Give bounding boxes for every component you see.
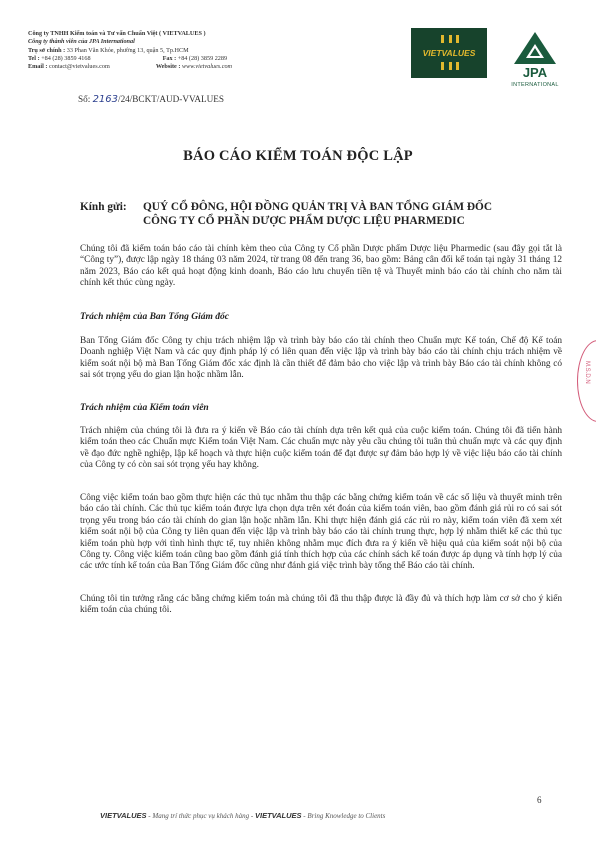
vietvalues-logo [411, 28, 487, 78]
auditor-paragraph-3: Chúng tôi tin tưởng rằng các bằng chứng kiểm toán mà chúng tôi đã thu thập được là đầy đủ và thích hợp làm cơ sở cho ý kiến kiểm toán của chúng tôi. [80, 594, 562, 616]
company-header [28, 30, 232, 71]
footer-slogan-en: Bring Knowledge to Clients [307, 812, 386, 820]
report-title: BÁO CÁO KIỂM TOÁN ĐỘC LẬP [183, 148, 413, 164]
auditor-paragraph-1: Trách nhiệm của chúng tôi là đưa ra ý kiến về Báo cáo tài chính dựa trên kết quả của cuộc kiểm toán. Chúng tôi đã tiến hành kiểm toán theo các Chuẩn mực Kiểm toán Việt Nam. Các chuẩn mực này yêu cầu chúng tôi tuân thủ chuẩn mực và các quy định về đạo đức nghề nghiệp, lập kế hoạch và thực hiện cuộc kiểm toán để đạt được sự đảm bảo hợp lý về việc liệu báo cáo tài chính của Công ty có còn sai sót trọng yếu hay không. [80, 426, 562, 471]
jpa-logo-subtext: INTERNATIONAL [511, 82, 559, 88]
company-stamp: M.S.D.N [577, 340, 596, 422]
company-address: Trụ sở chính : 33 Phan Văn Khỏe, phường 13, quận 5, Tp.HCM [28, 46, 189, 54]
management-paragraph: Ban Tổng Giám đốc Công ty chịu trách nhiệm lập và trình bày báo cáo tài chính theo Chuẩn mực Kế toán, Chế độ Kế toán Doanh nghiệp Việt Nam và các quy định pháp lý có liên quan đến việc lập và trình bày báo cáo tài chính chịu trách nhiệm về kiểm soát nội bộ mà Ban Tổng Giám đốc xác định là cần thiết để đảm bảo cho việc lập và trình bày Báo cáo tài chính không có sai sót trọng yếu do gian lận hoặc nhầm lẫn. [80, 336, 562, 381]
auditor-paragraph-2: Công việc kiểm toán bao gồm thực hiện các thủ tục nhằm thu thập các bằng chứng kiểm toán về các số liệu và thuyết minh trên báo cáo tài chính. Các thủ tục kiểm toán được lựa chọn dựa trên xét đoán của kiểm toán viên, bao gồm đánh giá rủi ro có sai sót trọng yếu trong báo cáo tài chính do gian lận hoặc nhầm lẫn. Khi thực hiện đánh giá các rủi ro này, kiểm toán viên đã xem xét kiểm soát nội bộ của Công ty liên quan đến việc lập và trình bày báo cáo tài chính trung thực, hợp lý nhằm thiết kế các thủ tục kiểm toán phù hợp với tình hình thực tế, tuy nhiên không nhằm mục đích đưa ra ý kiến về hiệu quả của kiểm soát nội bộ của Công ty. Công việc kiểm toán cũng bao gồm đánh giá tính thích hợp của các chính sách kế toán được áp dụng và tính hợp lý của các ước tính kế toán của Ban Tổng Giám đốc cũng như đánh giá việc trình bày tổng thể Báo cáo tài chính. [80, 493, 562, 572]
addressee-line2: CÔNG TY CỔ PHẦN DƯỢC PHẨM DƯỢC LIỆU PHARMEDIC [143, 215, 465, 227]
footer-brand-2: VIETVALUES [254, 811, 302, 820]
footer-slogan-vi: Mang trí thức phục vụ khách hàng [152, 812, 250, 820]
company-member: Công ty thành viên của JPA International [28, 38, 135, 46]
footer-brand-1: VIETVALUES [100, 811, 147, 820]
company-name: Công ty TNHH Kiểm toán và Tư vấn Chuẩn Việt ( VIETVALUES ) [28, 30, 206, 37]
jpa-triangle-icon [500, 30, 570, 64]
jpa-logo-text: JPA [522, 65, 548, 80]
addressee-label: Kính gửi: [80, 201, 127, 213]
reference-number: Số: 2163/24/BCKT/AUD-VVALUES [78, 94, 225, 105]
footer: VIETVALUES - Mang trí thức phục vụ khách hàng - VIETVALUES - Bring Knowledge to Clients [100, 811, 386, 820]
management-heading: Trách nhiệm của Ban Tổng Giám đốc [80, 312, 230, 322]
addressee-line1: QUÝ CỔ ĐÔNG, HỘI ĐỒNG QUẢN TRỊ VÀ BAN TỔNG GIÁM ĐỐC [143, 201, 492, 213]
page-number: 6 [537, 795, 542, 805]
intro-paragraph: Chúng tôi đã kiểm toán báo cáo tài chính kèm theo của Công ty Cổ phần Dược phẩm Dược liệu Pharmedic (sau đây gọi tắt là “Công ty”), được lập ngày 18 tháng 03 năm 2024, từ trang 08 đến trang 36, bao gồm: Bảng cân đối kế toán tại ngày 31 tháng 12 năm 2023, Báo cáo kết quả hoạt động kinh doanh, Báo cáo lưu chuyển tiền tệ và Thuyết minh báo cáo tài chính cho năm tài chính kết thúc cùng ngày. [80, 244, 562, 289]
addressee [80, 200, 492, 228]
company-email-web: Email : contact@vietvalues.com Website : www.vietvalues.com [28, 63, 233, 71]
vietvalues-logo-text: VIETVALUES [422, 48, 476, 58]
handwritten-number: 2163 [92, 94, 119, 105]
company-tel-fax: Tel : +84 (28) 3859 4168 Fax : +84 (28) 3859 2289 [28, 54, 228, 62]
jpa-logo [500, 30, 570, 88]
auditor-heading: Trách nhiệm của Kiểm toán viên [80, 403, 209, 413]
